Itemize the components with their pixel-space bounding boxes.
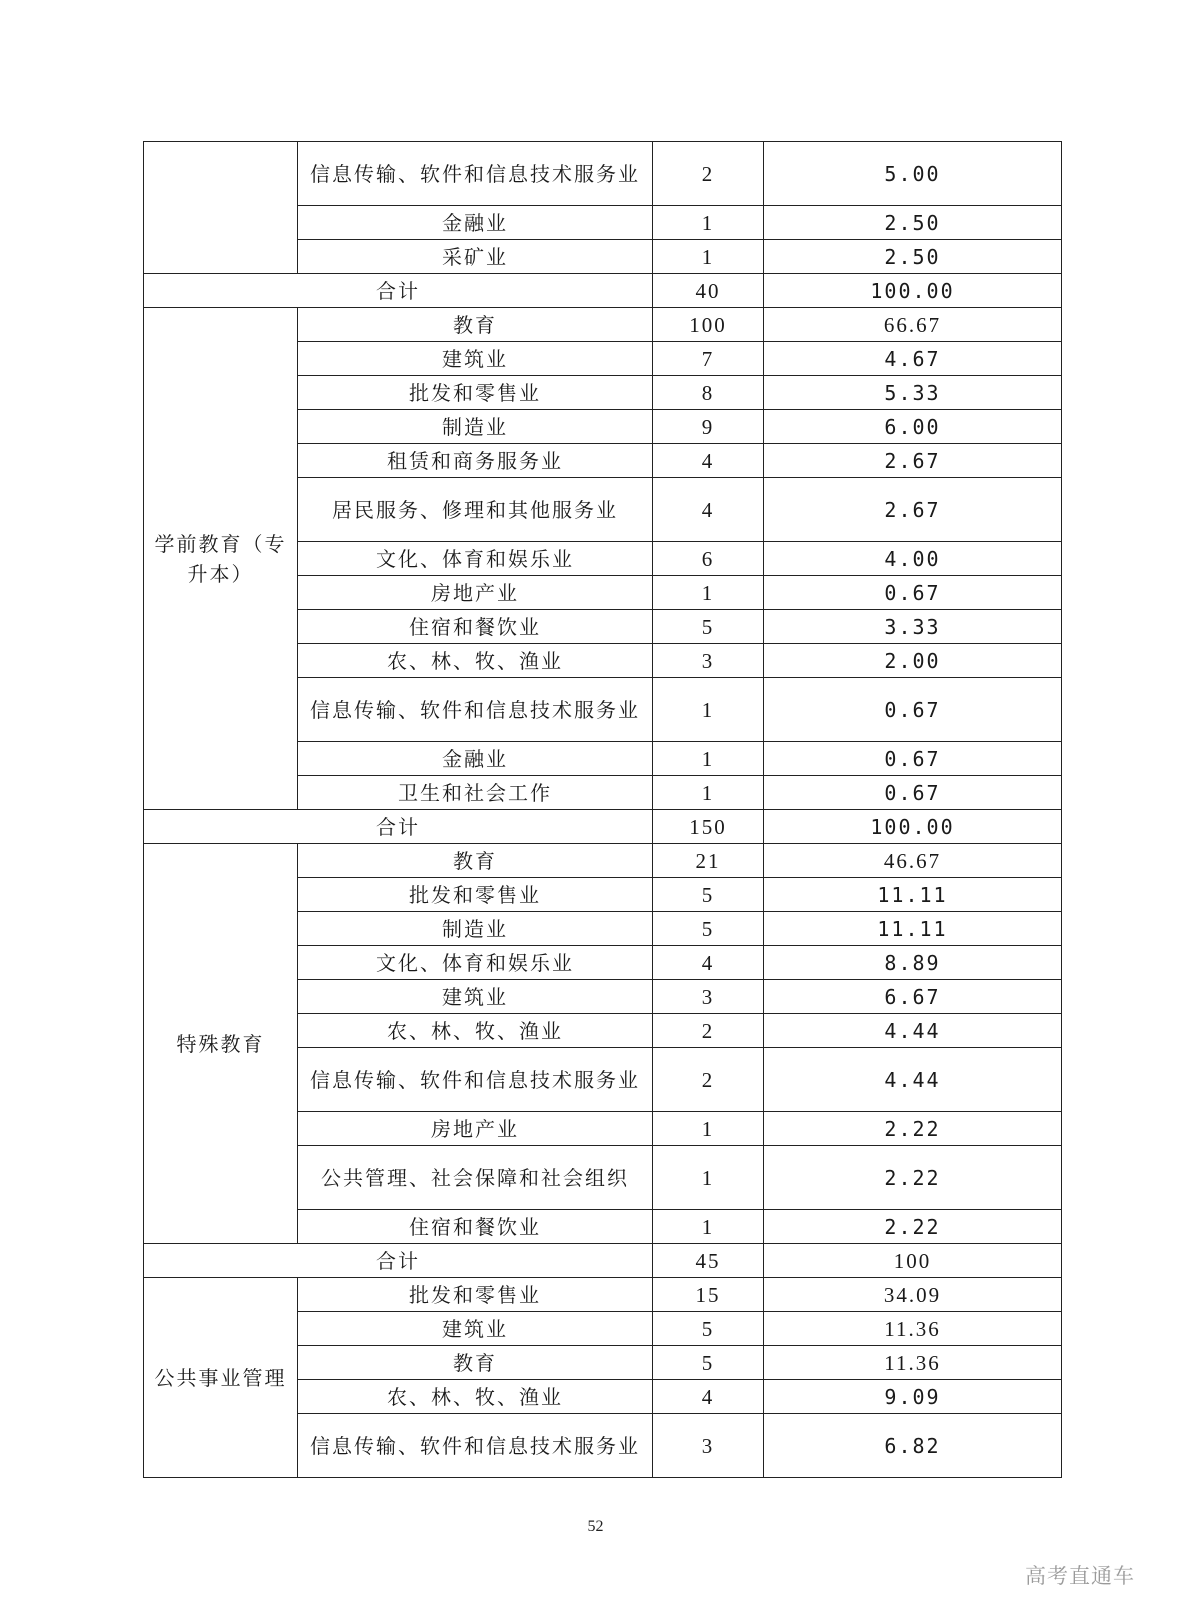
percent-cell: 0.67: [764, 576, 1062, 610]
total-percent: 100: [764, 1244, 1062, 1278]
count-cell: 2: [653, 142, 764, 206]
industry-cell: 批发和零售业: [298, 878, 653, 912]
count-cell: 4: [653, 1380, 764, 1414]
count-cell: 5: [653, 912, 764, 946]
industry-cell: 农、林、牧、渔业: [298, 644, 653, 678]
major-cell: 特殊教育: [144, 844, 298, 1244]
count-cell: 7: [653, 342, 764, 376]
count-cell: 1: [653, 1146, 764, 1210]
industry-cell: 建筑业: [298, 342, 653, 376]
industry-cell: 住宿和餐饮业: [298, 610, 653, 644]
industry-cell: 租赁和商务服务业: [298, 444, 653, 478]
percent-cell: 66.67: [764, 308, 1062, 342]
industry-cell: 信息传输、软件和信息技术服务业: [298, 1414, 653, 1478]
count-cell: 4: [653, 444, 764, 478]
industry-cell: 批发和零售业: [298, 1278, 653, 1312]
percent-cell: 4.44: [764, 1014, 1062, 1048]
count-cell: 3: [653, 980, 764, 1014]
industry-cell: 文化、体育和娱乐业: [298, 946, 653, 980]
count-cell: 4: [653, 946, 764, 980]
count-cell: 5: [653, 1312, 764, 1346]
percent-cell: 8.89: [764, 946, 1062, 980]
count-cell: 1: [653, 240, 764, 274]
industry-cell: 文化、体育和娱乐业: [298, 542, 653, 576]
table-row: [144, 142, 1062, 206]
percent-cell: 2.50: [764, 240, 1062, 274]
percent-cell: 5.00: [764, 142, 1062, 206]
industry-cell: 信息传输、软件和信息技术服务业: [298, 1048, 653, 1112]
industry-cell: 居民服务、修理和其他服务业: [298, 478, 653, 542]
total-label: 合计: [144, 1244, 653, 1278]
percent-cell: 2.22: [764, 1210, 1062, 1244]
percent-cell: 0.67: [764, 776, 1062, 810]
count-cell: 1: [653, 206, 764, 240]
percent-cell: 46.67: [764, 844, 1062, 878]
total-row: [144, 810, 1062, 844]
count-cell: 5: [653, 878, 764, 912]
table-row: [144, 1278, 1062, 1312]
industry-cell: 信息传输、软件和信息技术服务业: [298, 678, 653, 742]
percent-cell: 9.09: [764, 1380, 1062, 1414]
industry-cell: 教育: [298, 1346, 653, 1380]
major-cell: 学前教育（专升本）: [144, 308, 298, 810]
industry-cell: 卫生和社会工作: [298, 776, 653, 810]
total-label: 合计: [144, 810, 653, 844]
industry-cell: 制造业: [298, 912, 653, 946]
count-cell: 1: [653, 1112, 764, 1146]
total-label: 合计: [144, 274, 653, 308]
percent-cell: 3.33: [764, 610, 1062, 644]
industry-cell: 信息传输、软件和信息技术服务业: [298, 142, 653, 206]
count-cell: 3: [653, 1414, 764, 1478]
industry-cell: 房地产业: [298, 576, 653, 610]
percent-cell: 0.67: [764, 742, 1062, 776]
count-cell: 1: [653, 742, 764, 776]
industry-cell: 农、林、牧、渔业: [298, 1380, 653, 1414]
industry-cell: 金融业: [298, 742, 653, 776]
industry-cell: 教育: [298, 844, 653, 878]
count-cell: 6: [653, 542, 764, 576]
industry-cell: 金融业: [298, 206, 653, 240]
count-cell: 1: [653, 678, 764, 742]
percent-cell: 2.00: [764, 644, 1062, 678]
percent-cell: 34.09: [764, 1278, 1062, 1312]
count-cell: 5: [653, 1346, 764, 1380]
percent-cell: 11.11: [764, 912, 1062, 946]
count-cell: 1: [653, 576, 764, 610]
industry-cell: 农、林、牧、渔业: [298, 1014, 653, 1048]
percent-cell: 2.50: [764, 206, 1062, 240]
percent-cell: 2.67: [764, 478, 1062, 542]
total-percent: 100.00: [764, 810, 1062, 844]
percent-cell: 0.67: [764, 678, 1062, 742]
percent-cell: 6.00: [764, 410, 1062, 444]
total-count: 150: [653, 810, 764, 844]
industry-cell: 公共管理、社会保障和社会组织: [298, 1146, 653, 1210]
industry-cell: 教育: [298, 308, 653, 342]
total-count: 40: [653, 274, 764, 308]
percent-cell: 4.44: [764, 1048, 1062, 1112]
industry-cell: 批发和零售业: [298, 376, 653, 410]
percent-cell: 6.82: [764, 1414, 1062, 1478]
percent-cell: 2.22: [764, 1112, 1062, 1146]
table-row: [144, 844, 1062, 878]
count-cell: 5: [653, 610, 764, 644]
percent-cell: 5.33: [764, 376, 1062, 410]
count-cell: 2: [653, 1048, 764, 1112]
industry-cell: 房地产业: [298, 1112, 653, 1146]
percent-cell: 4.00: [764, 542, 1062, 576]
industry-cell: 采矿业: [298, 240, 653, 274]
percent-cell: 4.67: [764, 342, 1062, 376]
total-row: [144, 1244, 1062, 1278]
percent-cell: 6.67: [764, 980, 1062, 1014]
percent-cell: 11.36: [764, 1346, 1062, 1380]
major-cell: 公共事业管理: [144, 1278, 298, 1478]
table-row: [144, 308, 1062, 342]
employment-industry-table: [143, 141, 1062, 1478]
count-cell: 9: [653, 410, 764, 444]
industry-cell: 建筑业: [298, 980, 653, 1014]
percent-cell: 11.36: [764, 1312, 1062, 1346]
total-percent: 100.00: [764, 274, 1062, 308]
count-cell: 3: [653, 644, 764, 678]
count-cell: 4: [653, 478, 764, 542]
count-cell: 21: [653, 844, 764, 878]
industry-cell: 住宿和餐饮业: [298, 1210, 653, 1244]
percent-cell: 2.22: [764, 1146, 1062, 1210]
percent-cell: 2.67: [764, 444, 1062, 478]
major-cell: [144, 142, 298, 274]
count-cell: 1: [653, 1210, 764, 1244]
page-number: 52: [587, 1518, 604, 1535]
total-row: [144, 274, 1062, 308]
watermark: 高考直通车: [1025, 1564, 1135, 1588]
percent-cell: 11.11: [764, 878, 1062, 912]
count-cell: 2: [653, 1014, 764, 1048]
employment-industry-table-container: [143, 141, 1061, 1478]
count-cell: 1: [653, 776, 764, 810]
industry-cell: 建筑业: [298, 1312, 653, 1346]
industry-cell: 制造业: [298, 410, 653, 444]
count-cell: 100: [653, 308, 764, 342]
count-cell: 15: [653, 1278, 764, 1312]
count-cell: 8: [653, 376, 764, 410]
total-count: 45: [653, 1244, 764, 1278]
